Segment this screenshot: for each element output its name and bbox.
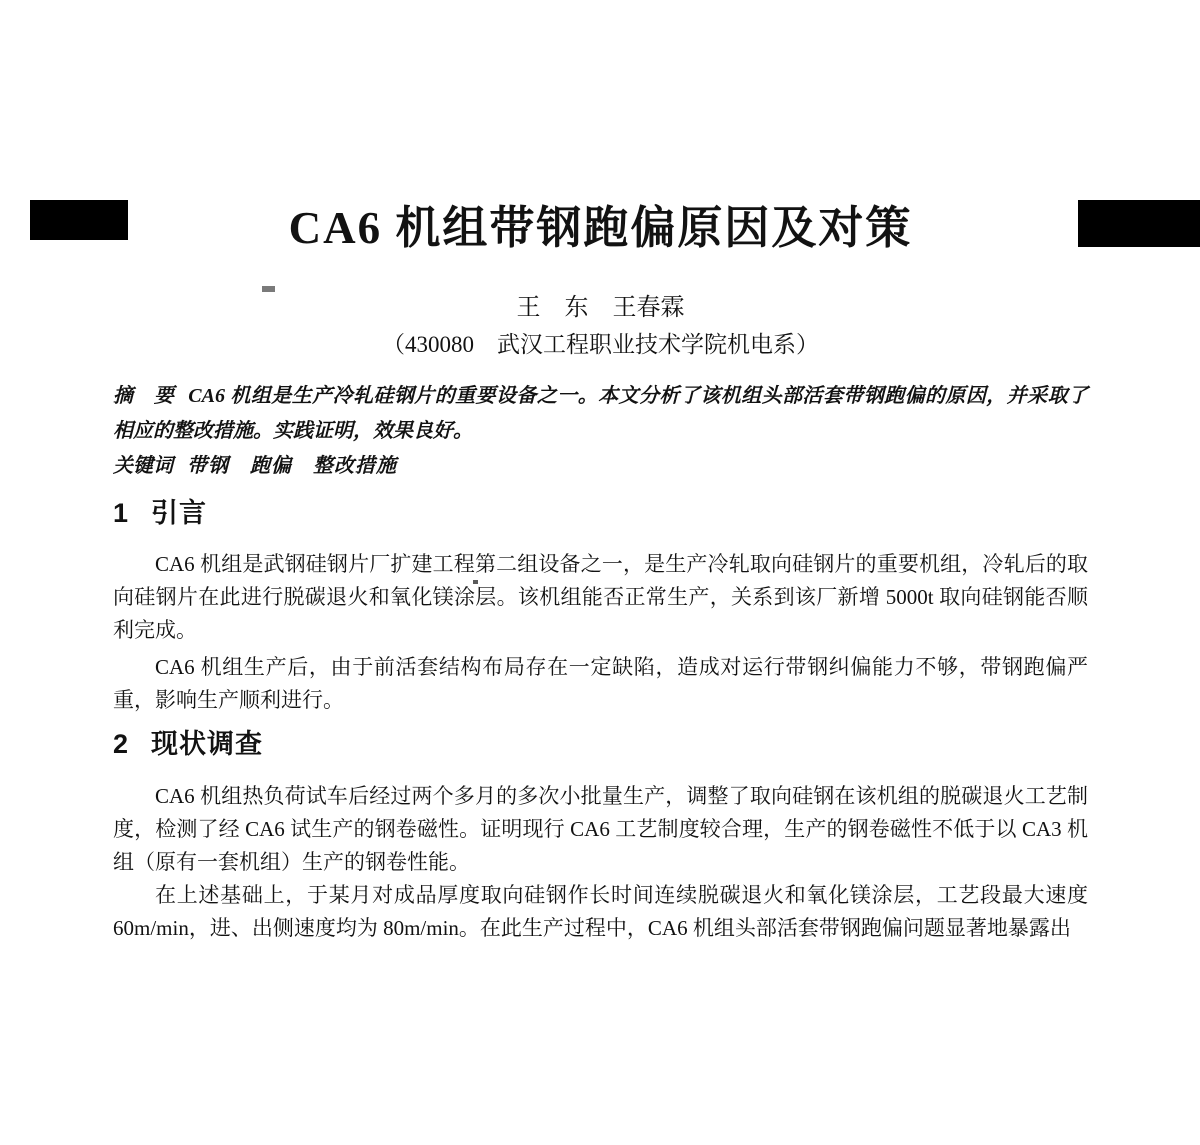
section-2-heading-text: 现状调查 (151, 729, 264, 759)
abstract-paragraph (113, 379, 1088, 449)
authors-line: 王 东 王春霖 (516, 295, 685, 321)
paragraph: CA6 机组是武钢硅钢片厂扩建工程第二组设备之一，是生产冷轧取向硅钢片的重要机组，冷轧后的取向硅钢片在此进行脱碳退火和氧化镁涂层。该机组能否正常生产，关系到该厂新增 5000t 取向硅钢能否顺利完成。 (113, 552, 1088, 642)
abstract-text: CA6 机组是生产冷轧硅钢片的重要设备之一。本文分析了该机组头部活套带钢跑偏的原因，并采取了相应的整改措施。实践证明，效果良好。 (113, 385, 1089, 442)
abstract-label: 摘 要 (113, 385, 175, 407)
section-status-survey (113, 727, 1088, 945)
scanned-paper-page (0, 200, 1200, 1145)
section-1-heading-text: 引言 (151, 498, 208, 528)
abstract-keywords-block (113, 379, 1088, 484)
scan-artifact-dash (262, 286, 275, 292)
paper-title: CA6 机组带钢跑偏原因及对策 (288, 203, 913, 253)
keywords-line (113, 449, 1088, 484)
paragraph: 在上述基础上，于某月对成品厚度取向硅钢作长时间连续脱碳退火和氧化镁涂层，工艺段最大速度 60m/min，进、出侧速度均为 80m/min。在此生产过程中，CA6 机组头部活套带钢跑偏问题显著地暴露出 (113, 883, 1088, 940)
section-1-number: 1 (113, 498, 130, 528)
affiliation-line: （430080 武汉工程职业技术学院机电系） (382, 332, 819, 357)
keywords-text: 带钢 跑偏 整改措施 (187, 455, 397, 477)
scan-artifact-top-left (30, 200, 128, 240)
keywords-label: 关键词 (113, 455, 173, 477)
scan-artifact-top-right (1078, 200, 1200, 247)
paragraph: CA6 机组生产后，由于前活套结构布局存在一定缺陷，造成对运行带钢纠偏能力不够，带钢跑偏严重，影响生产顺利进行。 (113, 655, 1088, 712)
paragraph: CA6 机组热负荷试车后经过两个多月的多次小批量生产，调整了取向硅钢在该机组的脱碳退火工艺制度，检测了经 CA6 试生产的钢卷磁性。证明现行 CA6 工艺制度较合理，生产的钢卷磁性不低于以 CA3 机组（原有一套机组）生产的钢卷性能。 (113, 784, 1088, 874)
section-2-number: 2 (113, 729, 130, 759)
section-1-heading (113, 496, 1088, 530)
scan-artifact-speck (473, 580, 478, 584)
section-introduction (113, 496, 1088, 717)
section-2-heading (113, 727, 1088, 761)
